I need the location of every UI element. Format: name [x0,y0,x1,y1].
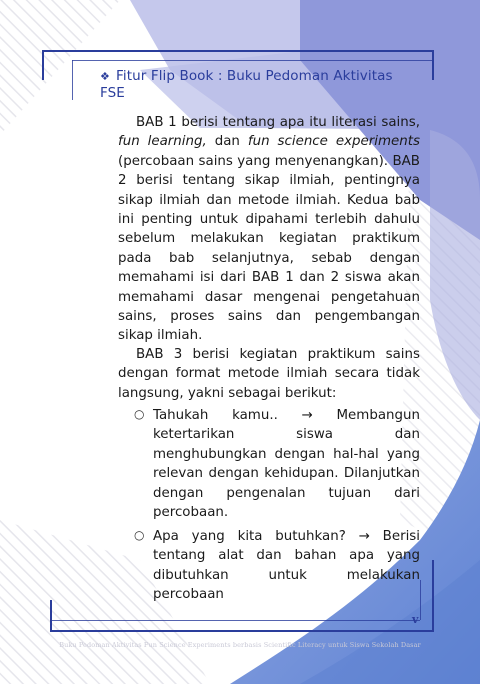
heading-text: Fitur Flip Book : Buku Pedoman Aktivitas FSE [100,68,393,101]
list-item-text: Tahukah kamu.. → Membangun ketertarikan siswa dan menghubungkan dengan hal-hal yang relevan dengan kehidupan. Dilanjutkan dengan pengenalan tujuan dari percobaan. [153,408,420,521]
bab1-label: BAB 1 [136,115,177,130]
list-item-apa-yang-kita-butuhkan [136,527,420,605]
frame-right-inner-line [420,580,421,620]
frame-top-line-long [42,50,432,52]
circle-bullet-icon: ○ [134,528,145,542]
list-item-tahukah-kamu [136,406,420,522]
bab3-label: BAB 3 [136,347,183,362]
frame-top-line-short [72,60,432,61]
frame-bottom-line-short [50,620,420,621]
page-heading [100,68,420,102]
frame-right-top-line [432,50,434,80]
frame-bottom-line-long [50,630,434,632]
frame-left-inner-line [72,60,73,100]
paragraph-bab-3: BAB 3 berisi kegiatan praktikum sains dengan format metode ilmiah secara tidak langsung, yakni sebagai berikut: [118,347,420,401]
frame-bottom-left-line [50,600,52,632]
circle-bullet-icon: ○ [134,407,145,421]
footer-book-title: Buku Pedoman Aktivitas Fun Science Experiments berbasis Scientific Literacy untuk Siswa Sekolah Dasar [59,641,421,649]
list-item-text: Apa yang kita butuhkan? → Berisi tentang alat dan bahan apa yang dibutuhkan untuk melakukan percobaan [153,529,420,603]
paragraph-bab-1-2: BAB 1 berisi tentang apa itu literasi sains, fun learning, dan fun science experiments (percobaan sains yang menyenangkan). BAB 2 berisi tentang sikap ilmiah, pentingnya sikap ilmiah dan metode ilmiah. Kedua bab ini penting untuk dipahami terlebih dahulu sebelum melakukan kegiatan praktikum pada bab selanjutnya, sebab dengan memahami isi dari BAB 1 dan 2 siswa akan memahami dasar mengenai pengetahuan sains, proses sains dan pengembangan sikap ilmiah. [118,115,420,344]
bab2-label: BAB 2 [118,153,420,189]
diamond-bullet-icon: ❖ [100,70,110,83]
frame-left-line [42,50,44,80]
frame-right-line [432,560,434,630]
page-number: v [412,613,419,626]
